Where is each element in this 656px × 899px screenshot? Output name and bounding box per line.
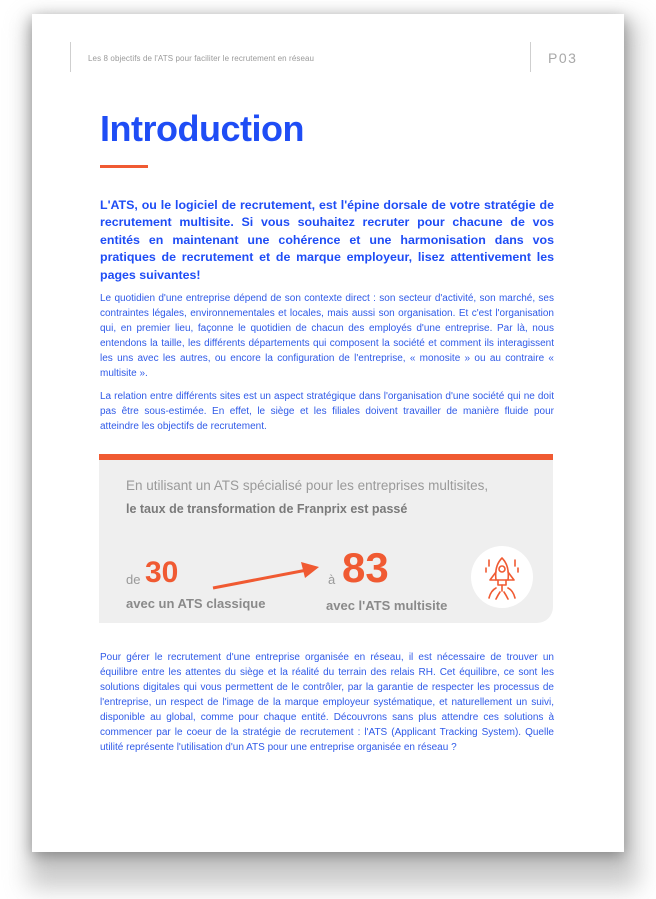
section-title: Introduction [100, 108, 304, 149]
rocket-badge [471, 546, 533, 608]
rocket-icon [482, 554, 522, 600]
to-word: à [328, 572, 336, 587]
to-caption: avec l'ATS multisite [326, 598, 448, 613]
from-word: de [126, 572, 141, 587]
body-paragraph-1: Le quotidien d'une entreprise dépend de son contexte direct : son secteur d'activité, son marché, ses contraintes légales, environnementales et locales, mais aussi son organisation. Et c'est l'organisation qui, en premier lieu, façonne le quotidien de chacun des employés d'une entreprise. Par là, nous entendons la taille, les différents départements qui composent la société et comment ils interagissent les uns avec les autres, ou encore la configuration de l'entreprise, « monosite » ou au contraire « multisite ». [100, 293, 554, 379]
header-divider-right [530, 42, 531, 72]
header-title: Les 8 objectifs de l'ATS pour faciliter le recrutement en réseau [88, 54, 315, 63]
body-paragraph-2: La relation entre différents sites est un aspect stratégique dans l'organisation d'une société qui ne doit pas être sous-estimée. En effet, le siège et les filiales doivent travailler de manière fluide pour atteindre les objectifs de recrutement. [100, 391, 554, 432]
lead-paragraph: L'ATS, ou le logiciel de recrutement, est l'épine dorsale de votre stratégie de recrutement multisite. Si vous souhaitez recruter pour chacune de vos entités en maintenant une cohérence et une harmonisation dans vos pratiques de recrutement et de marque employeur, lisez attentivement les pages suivantes! [100, 198, 554, 282]
stat-intro: En utilisant un ATS spécialisé pour les entreprises multisites, [126, 478, 489, 493]
body-paragraph-3: Pour gérer le recrutement d'une entreprise organisée en réseau, il est nécessaire de trouver un équilibre entre les attentes du siège et la réalité du terrain des relais RH. Cet équilibre, ce sont les solutions digitales qui vous permettent de le contrôler, par la garantie de respecter les processus de l'entreprise, un respect de l'image de la marque employeur systématique, et naturellement un suivi, disponible au global, comme pour chaque entité. Découvrons sans plus attendre ces solutions à commencer par le coeur de la stratégie de recrutement : l'ATS (Applicant Tracking System). Quelle utilité représente l'utilisation d'un ATS pour une entreprise organisée en réseau ? [100, 652, 554, 753]
title-underline [100, 165, 148, 168]
arrow-right-icon [211, 558, 323, 592]
from-caption: avec un ATS classique [126, 596, 266, 611]
document-page [32, 14, 624, 852]
stat-box [99, 454, 553, 623]
to-value: 83 [342, 544, 389, 591]
header-divider-left [70, 42, 71, 72]
stat-subline: le taux de transformation de Franprix est passé [126, 502, 408, 516]
page-number: P03 [548, 50, 578, 66]
from-value: 30 [145, 556, 179, 589]
